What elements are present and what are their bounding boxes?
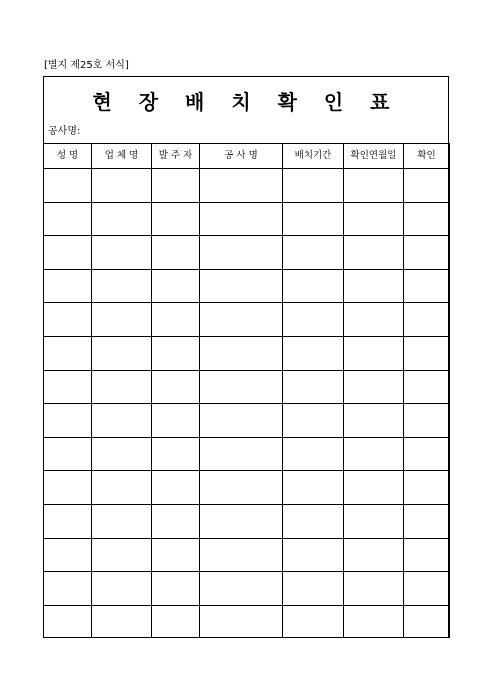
table-cell[interactable] (283, 336, 344, 370)
table-cell[interactable] (404, 303, 450, 337)
table-cell[interactable] (344, 169, 404, 203)
table-row (44, 336, 450, 370)
table-cell[interactable] (283, 202, 344, 236)
table-row (44, 605, 450, 638)
column-header-confirm: 확인 (404, 144, 450, 169)
table-cell[interactable] (283, 370, 344, 404)
table-cell[interactable] (344, 336, 404, 370)
table-cell[interactable] (200, 471, 283, 505)
table-cell[interactable] (152, 236, 200, 270)
table-cell[interactable] (44, 236, 92, 270)
column-header-project: 공 사 명 (200, 144, 283, 169)
table-cell[interactable] (404, 169, 450, 203)
table-cell[interactable] (152, 336, 200, 370)
table-cell[interactable] (44, 538, 92, 572)
table-cell[interactable] (92, 169, 152, 203)
table-cell[interactable] (283, 572, 344, 606)
table-row (44, 538, 450, 572)
column-header-company: 업 체 명 (92, 144, 152, 169)
table-cell[interactable] (404, 471, 450, 505)
table-cell[interactable] (404, 605, 450, 638)
table-cell[interactable] (92, 336, 152, 370)
assignment-table (43, 143, 450, 638)
form-box (43, 76, 449, 638)
table-cell[interactable] (200, 202, 283, 236)
table-cell[interactable] (200, 538, 283, 572)
table-cell[interactable] (344, 202, 404, 236)
table-cell[interactable] (92, 471, 152, 505)
table-cell[interactable] (344, 303, 404, 337)
table-cell[interactable] (283, 471, 344, 505)
form-title: 현 장 배 치 확 인 표 (92, 90, 400, 114)
table-cell[interactable] (404, 269, 450, 303)
table-row (44, 504, 450, 538)
table-cell[interactable] (344, 471, 404, 505)
table-cell[interactable] (200, 269, 283, 303)
table-cell[interactable] (344, 437, 404, 471)
table-cell[interactable] (152, 202, 200, 236)
table-cell[interactable] (92, 538, 152, 572)
table-cell[interactable] (404, 370, 450, 404)
table-cell[interactable] (404, 572, 450, 606)
table-cell[interactable] (44, 269, 92, 303)
table-cell[interactable] (92, 202, 152, 236)
column-header-client: 발 주 자 (152, 144, 200, 169)
table-cell[interactable] (200, 572, 283, 606)
table-cell[interactable] (404, 437, 450, 471)
table-cell[interactable] (152, 504, 200, 538)
table-cell[interactable] (44, 169, 92, 203)
table-cell[interactable] (283, 303, 344, 337)
table-row (44, 471, 450, 505)
table-cell[interactable] (344, 269, 404, 303)
table-cell[interactable] (200, 605, 283, 638)
table-cell[interactable] (200, 303, 283, 337)
table-cell[interactable] (200, 169, 283, 203)
table-cell[interactable] (44, 202, 92, 236)
table-row (44, 303, 450, 337)
table-cell[interactable] (152, 572, 200, 606)
table-header-row (44, 144, 450, 169)
table-cell[interactable] (92, 504, 152, 538)
table-cell[interactable] (44, 504, 92, 538)
table-row (44, 370, 450, 404)
table-cell[interactable] (44, 605, 92, 638)
table-cell[interactable] (344, 370, 404, 404)
table-cell[interactable] (44, 437, 92, 471)
table-cell[interactable] (92, 404, 152, 438)
table-cell[interactable] (92, 236, 152, 270)
table-cell[interactable] (44, 303, 92, 337)
table-cell[interactable] (92, 303, 152, 337)
table-cell[interactable] (283, 504, 344, 538)
table-cell[interactable] (152, 169, 200, 203)
table-cell[interactable] (200, 437, 283, 471)
table-cell[interactable] (200, 504, 283, 538)
table-cell[interactable] (92, 370, 152, 404)
table-row (44, 236, 450, 270)
table-row (44, 404, 450, 438)
table-row (44, 202, 450, 236)
table-cell[interactable] (200, 236, 283, 270)
table-cell[interactable] (92, 605, 152, 638)
table-cell[interactable] (404, 236, 450, 270)
table-cell[interactable] (152, 404, 200, 438)
table-cell[interactable] (200, 370, 283, 404)
form-number-label: [별지 제25호 서식] (44, 60, 129, 71)
table-cell[interactable] (152, 437, 200, 471)
table-row (44, 572, 450, 606)
column-header-date: 확인연월일 (344, 144, 404, 169)
table-cell[interactable] (152, 538, 200, 572)
table-cell[interactable] (44, 370, 92, 404)
table-cell[interactable] (92, 269, 152, 303)
table-cell[interactable] (344, 236, 404, 270)
table-cell[interactable] (152, 370, 200, 404)
column-header-period: 배치기간 (283, 144, 344, 169)
table-cell[interactable] (283, 269, 344, 303)
table-cell[interactable] (344, 538, 404, 572)
table-cell[interactable] (404, 336, 450, 370)
table-cell[interactable] (44, 336, 92, 370)
form-header (44, 77, 448, 143)
table-cell[interactable] (92, 437, 152, 471)
table-cell[interactable] (200, 404, 283, 438)
table-cell[interactable] (344, 605, 404, 638)
table-cell[interactable] (344, 572, 404, 606)
table-cell[interactable] (152, 471, 200, 505)
table-cell[interactable] (92, 572, 152, 606)
table-cell[interactable] (283, 169, 344, 203)
table-cell[interactable] (44, 404, 92, 438)
table-cell[interactable] (152, 605, 200, 638)
table-cell[interactable] (283, 437, 344, 471)
table-cell[interactable] (283, 538, 344, 572)
table-cell[interactable] (44, 572, 92, 606)
table-cell[interactable] (283, 404, 344, 438)
table-cell[interactable] (283, 605, 344, 638)
table-row (44, 169, 450, 203)
project-name-label: 공사명: (48, 126, 81, 137)
table-row (44, 437, 450, 471)
table-cell[interactable] (404, 202, 450, 236)
table-cell[interactable] (404, 404, 450, 438)
table-cell[interactable] (152, 269, 200, 303)
table-cell[interactable] (404, 504, 450, 538)
table-cell[interactable] (344, 504, 404, 538)
table-cell[interactable] (404, 538, 450, 572)
table-cell[interactable] (152, 303, 200, 337)
table-cell[interactable] (44, 471, 92, 505)
table-cell[interactable] (200, 336, 283, 370)
table-row (44, 269, 450, 303)
table-body (44, 169, 450, 639)
column-header-name: 성 명 (44, 144, 92, 169)
table-cell[interactable] (283, 236, 344, 270)
table-cell[interactable] (344, 404, 404, 438)
